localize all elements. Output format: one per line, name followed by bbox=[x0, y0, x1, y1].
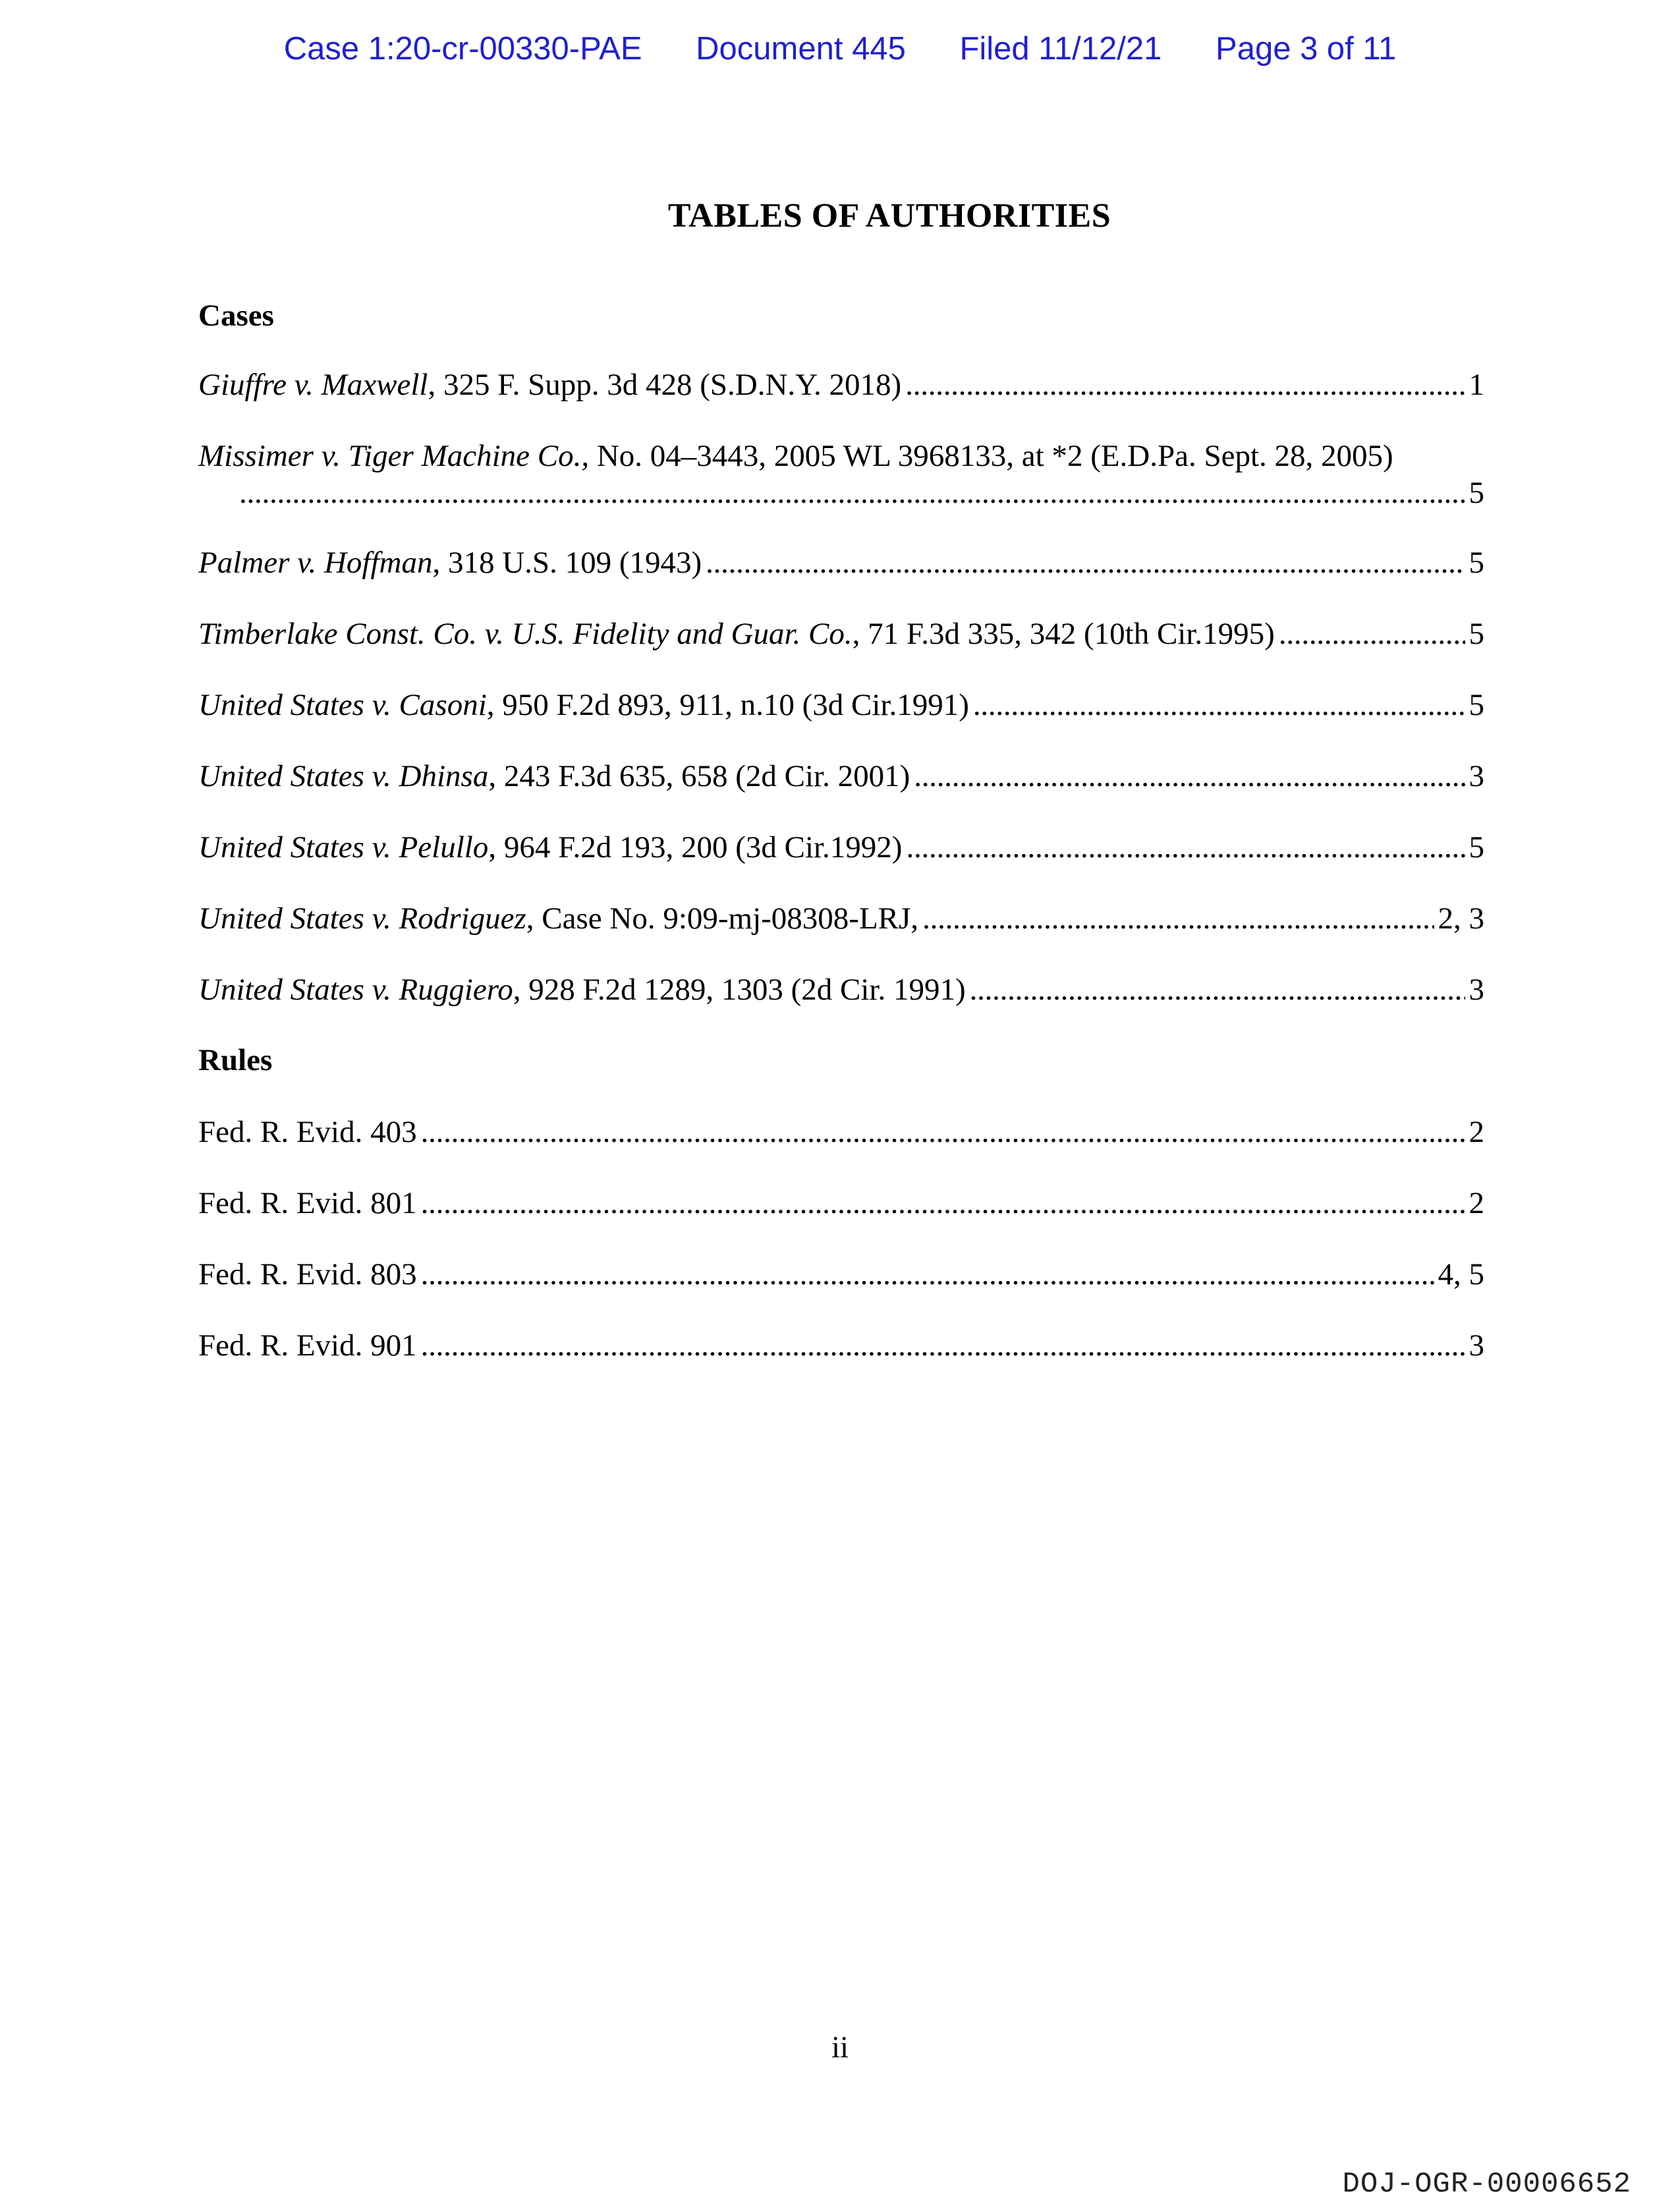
rule-entry bbox=[198, 1327, 1484, 1364]
dot-leader bbox=[914, 758, 1465, 795]
rule-entry bbox=[198, 1256, 1484, 1293]
rule-name: Fed. R. Evid. 901 bbox=[198, 1328, 417, 1363]
case-pages: 5 bbox=[1469, 830, 1484, 865]
rule-name: Fed. R. Evid. 801 bbox=[198, 1186, 417, 1220]
rule-pages: 2 bbox=[1469, 1115, 1484, 1149]
dot-leader bbox=[1279, 615, 1465, 652]
case-citation: , 318 U.S. 109 (1943) bbox=[432, 546, 702, 580]
case-citation: , Case No. 9:09-mj-08308-LRJ, bbox=[526, 901, 919, 936]
case-entry bbox=[198, 687, 1484, 723]
case-name: United States v. Ruggiero bbox=[198, 973, 513, 1007]
case-name: United States v. Rodriguez bbox=[198, 901, 526, 936]
rule-entry bbox=[198, 1185, 1484, 1222]
page-number: ii bbox=[831, 2030, 849, 2064]
dot-leader bbox=[905, 366, 1465, 403]
case-pages: 5 bbox=[1469, 688, 1484, 722]
dot-leader bbox=[970, 971, 1465, 1008]
case-citation: , 243 F.3d 635, 658 (2d Cir. 2001) bbox=[488, 759, 910, 793]
dot-leader bbox=[421, 1114, 1465, 1150]
case-citation: No. 04–3443, 2005 WL 3968133, at *2 (E.D.Pa. Sept. 28, 2005) bbox=[589, 439, 1393, 473]
case-entry bbox=[198, 366, 1484, 403]
filed-date: Filed 11/12/21 bbox=[959, 31, 1162, 67]
case-pages: 5 bbox=[1469, 617, 1484, 651]
case-pages: 3 bbox=[1469, 759, 1484, 793]
case-citation: , 928 F.2d 1289, 1303 (2d Cir. 1991) bbox=[513, 973, 966, 1007]
dot-leader bbox=[906, 829, 1465, 866]
rule-entry bbox=[198, 1114, 1484, 1150]
case-name: United States v. Dhinsa bbox=[198, 759, 489, 793]
case-entry bbox=[198, 971, 1484, 1008]
case-name: Missimer v. Tiger Machine Co., bbox=[198, 439, 590, 473]
rule-name: Fed. R. Evid. 803 bbox=[198, 1257, 417, 1291]
dot-leader bbox=[973, 687, 1465, 723]
document-number: Document 445 bbox=[696, 31, 906, 67]
case-entry bbox=[198, 544, 1484, 581]
case-citation: , 964 F.2d 193, 200 (3d Cir.1992) bbox=[488, 830, 903, 865]
rule-pages: 3 bbox=[1469, 1328, 1484, 1363]
case-name: United States v. Casoni bbox=[198, 688, 487, 722]
rule-pages: 4, 5 bbox=[1438, 1257, 1484, 1291]
dot-leader bbox=[421, 1185, 1465, 1222]
case-pages: 5 bbox=[1469, 476, 1484, 510]
page-title: TABLES OF AUTHORITIES bbox=[667, 197, 1111, 235]
case-pages: 1 bbox=[1469, 368, 1484, 402]
dot-leader bbox=[922, 900, 1434, 937]
cases-heading: Cases bbox=[198, 298, 274, 333]
case-name: Giuffre v. Maxwell bbox=[198, 368, 428, 402]
case-header bbox=[0, 30, 1680, 67]
case-pages: 3 bbox=[1469, 973, 1484, 1007]
case-pages: 5 bbox=[1469, 546, 1484, 580]
bates-number: DOJ-OGR-00006652 bbox=[1342, 2168, 1631, 2201]
case-pages: 2, 3 bbox=[1438, 901, 1484, 936]
case-entry bbox=[198, 438, 1484, 511]
case-entry bbox=[198, 900, 1484, 937]
case-entry bbox=[198, 829, 1484, 866]
case-entry bbox=[198, 615, 1484, 652]
case-citation: , 71 F.3d 335, 342 (10th Cir.1995) bbox=[852, 617, 1275, 651]
case-citation: , 325 F. Supp. 3d 428 (S.D.N.Y. 2018) bbox=[428, 368, 902, 402]
dot-leader bbox=[421, 1327, 1465, 1364]
case-citation: , 950 F.2d 893, 911, n.10 (3d Cir.1991) bbox=[486, 688, 969, 722]
rule-pages: 2 bbox=[1469, 1186, 1484, 1220]
case-name: United States v. Pelullo bbox=[198, 830, 489, 865]
dot-leader bbox=[706, 544, 1465, 581]
case-entry bbox=[198, 758, 1484, 795]
dot-leader bbox=[239, 474, 1465, 511]
rule-name: Fed. R. Evid. 403 bbox=[198, 1115, 417, 1149]
dot-leader bbox=[421, 1256, 1434, 1293]
case-name: Timberlake Const. Co. v. U.S. Fidelity and Guar. Co. bbox=[198, 617, 853, 651]
rules-heading: Rules bbox=[198, 1043, 273, 1077]
case-name: Palmer v. Hoffman bbox=[198, 546, 433, 580]
page-of-total: Page 3 of 11 bbox=[1216, 31, 1397, 67]
case-number: Case 1:20-cr-00330-PAE bbox=[283, 31, 642, 67]
